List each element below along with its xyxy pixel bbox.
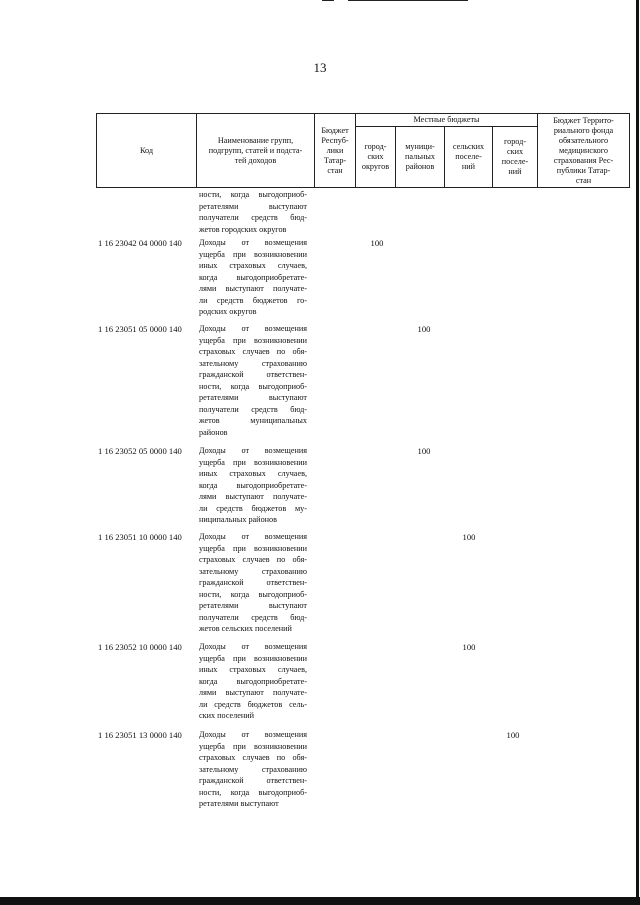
revenue-name-line: получатели средств бюд- — [199, 612, 307, 622]
header-republic-budget: Бюджет Респуб- лики Татар- стан — [321, 125, 349, 175]
revenue-code: 1 16 23042 04 0000 140 — [98, 238, 182, 248]
revenue-name-line: ретателями выступают — [199, 201, 307, 211]
revenue-name-line: ности, когда выгодоприоб- — [199, 381, 307, 391]
revenue-name-line: жетов городских округов — [199, 224, 287, 234]
revenue-name-line: Доходы от возмещения — [199, 446, 307, 455]
revenue-name-line: ущерба при возникновении — [199, 249, 307, 259]
revenue-name-line: иных страховых случаев, — [199, 469, 307, 478]
revenue-name-line: Доходы от возмещения — [199, 238, 307, 247]
revenue-name-line: ущерба при возникновении — [199, 741, 307, 751]
revenue-code: 1 16 23051 05 0000 140 — [98, 324, 182, 334]
revenue-name — [199, 445, 307, 526]
header-municipal-districts: муници- пальных районов — [405, 142, 435, 171]
revenue-name — [199, 531, 307, 635]
percent-value: 100 — [462, 642, 476, 652]
revenue-name-line: Доходы от возмещения — [199, 532, 307, 541]
header-name: Наименование групп, подгрупп, статей и подста- тей доходов — [208, 135, 303, 165]
revenue-name-line: ущерба при возникновении — [199, 543, 307, 553]
revenue-name-line: ли средств бюджетов сель- — [199, 699, 307, 709]
revenue-name-line: зательному страхованию — [199, 566, 307, 576]
revenue-name-line: когда выгодоприобретате- — [199, 272, 307, 282]
revenue-name-line: ниципальных районов — [199, 515, 278, 524]
revenue-name-line: зательному страхованию — [199, 764, 307, 774]
revenue-name-line: лями выступают получате- — [199, 688, 307, 697]
revenue-name-line: Доходы от возмещения — [199, 642, 307, 651]
percent-value: 100 — [417, 324, 431, 334]
header-urban-settlements: город- ских поселе- ний — [501, 137, 529, 176]
header-urban-districts: город- ских округов — [361, 142, 390, 171]
revenue-name-line: ских поселений — [199, 711, 255, 720]
revenue-name-line: иных страховых случаев, — [199, 261, 307, 270]
revenue-name — [199, 641, 307, 722]
scan-mark-top — [322, 0, 334, 1]
revenue-name-line: когда выгодоприобретате- — [199, 676, 307, 686]
header-code: Код — [139, 145, 154, 155]
revenue-name-line: страховых случаев по обя- — [199, 555, 307, 564]
revenue-name-line: родских округов — [199, 307, 257, 316]
revenue-name-line: ущерба при возникновении — [199, 653, 307, 663]
revenue-code: 1 16 23051 10 0000 140 — [98, 532, 182, 542]
header-rural-settlements: сельских поселе- ний — [452, 142, 485, 171]
revenue-name-line: ретателями выступают — [199, 799, 279, 808]
revenue-name-line: Доходы от возмещения — [199, 730, 307, 739]
revenue-name-line: лями выступают получате- — [199, 284, 307, 293]
revenue-name-line: районов — [199, 427, 228, 437]
revenue-code: 1 16 23052 05 0000 140 — [98, 446, 182, 456]
revenue-name-line: жетов сельских поселений — [199, 624, 292, 633]
revenue-name-line: ущерба при возникновении — [199, 457, 307, 467]
revenue-name-line: ущерба при возникновении — [199, 335, 307, 345]
percent-value: 100 — [370, 238, 384, 248]
revenue-code: 1 16 23051 13 0000 140 — [98, 730, 182, 740]
percent-value: 100 — [506, 730, 520, 740]
revenue-name-line: иных страховых случаев, — [199, 665, 307, 674]
revenue-code: 1 16 23052 10 0000 140 — [98, 642, 182, 652]
revenue-name-line: страховых случаев по обя- — [199, 347, 307, 356]
revenue-name-line: получатели средств бюд- — [199, 213, 307, 222]
revenue-name-line: ности, когда выгодоприоб- — [199, 787, 307, 797]
percent-value: 100 — [462, 532, 476, 542]
revenue-name-line: лями выступают получате- — [199, 492, 307, 501]
revenue-name-line: ретателями выступают — [199, 601, 307, 610]
revenue-name-line: ности, когда выгодоприоб- — [199, 190, 307, 199]
revenue-name-line: Доходы от возмещения — [199, 324, 307, 333]
header-local-budgets: Местные бюджеты — [413, 115, 480, 124]
scan-border-right — [636, 0, 639, 905]
revenue-name-line: ли средств бюджетов му- — [199, 503, 307, 513]
revenue-name-line: ли средств бюджетов го- — [199, 295, 307, 305]
revenue-name-line: ности, когда выгодоприоб- — [199, 589, 307, 599]
revenue-name-line: зательному страхованию — [199, 358, 307, 368]
revenue-name — [199, 729, 307, 810]
header-tfoms-budget: Бюджет Террито- риального фонда обязательного медицинского страхования Рес- публики Татар- стан — [553, 115, 614, 185]
page-number: 13 — [313, 60, 327, 75]
percent-value: 100 — [417, 446, 431, 456]
scan-border-bottom — [0, 897, 640, 905]
revenue-name-line: жетов муниципальных — [199, 416, 307, 425]
revenue-name-line: ретателями выступают — [199, 393, 307, 402]
revenue-name-line: гражданской ответствен- — [199, 578, 307, 587]
scan-mark-top — [348, 0, 468, 1]
revenue-name — [199, 323, 307, 438]
revenue-name-line: гражданской ответствен- — [199, 776, 307, 785]
revenue-name-line: получатели средств бюд- — [199, 404, 307, 414]
revenue-name — [199, 189, 307, 235]
revenue-name-line: страховых случаев по обя- — [199, 753, 307, 762]
revenue-name-line: гражданской ответствен- — [199, 370, 307, 379]
revenue-name-line: когда выгодоприобретате- — [199, 480, 307, 490]
revenue-name — [199, 237, 307, 318]
